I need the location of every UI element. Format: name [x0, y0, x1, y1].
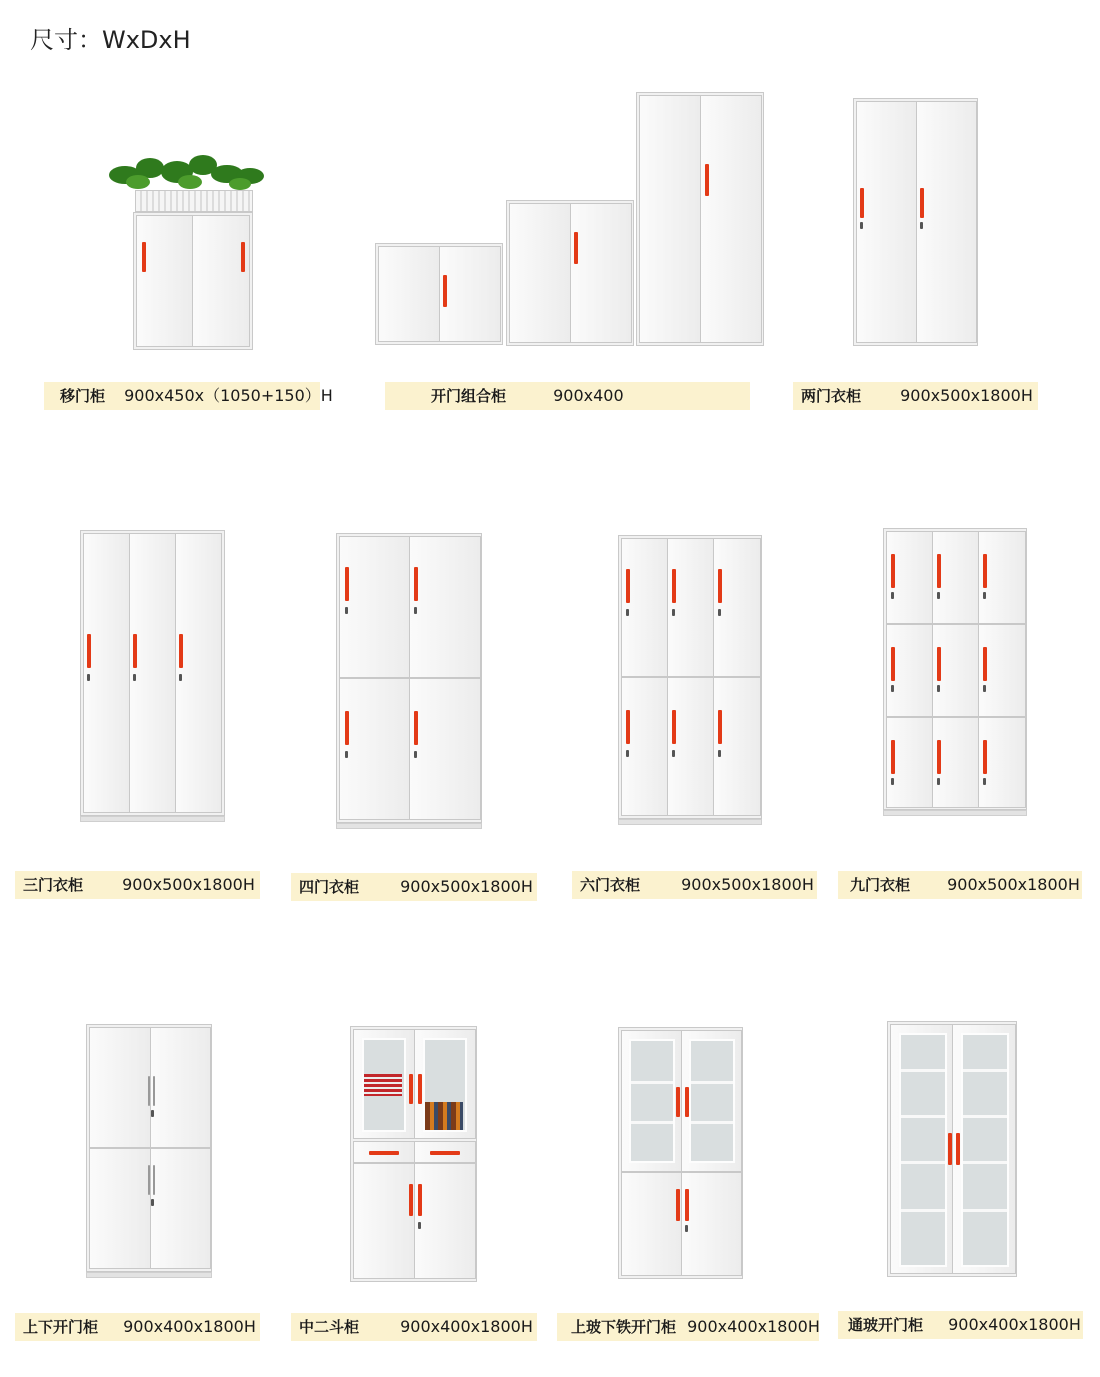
product-label [44, 382, 333, 410]
product-label [291, 1313, 537, 1341]
page-title: 尺寸：WxDxH [30, 26, 191, 54]
books-icon [425, 1102, 463, 1130]
product-name: 中二斗柜 [299, 1318, 360, 1336]
product-label [291, 873, 537, 901]
cabinet-body [86, 1024, 212, 1272]
product-label [793, 382, 1038, 410]
product-name: 上下开门柜 [23, 1318, 99, 1336]
product-dimensions: 900x400x1800H [948, 1315, 1081, 1334]
product-dimensions: 900x400x1800H [123, 1317, 256, 1336]
cabinet-body [133, 212, 253, 350]
product-label [385, 382, 750, 410]
product-label [838, 871, 1082, 899]
product-label [572, 871, 817, 899]
product-dimensions: 900x400x1800H [687, 1317, 820, 1336]
product-dimensions: 900x500x1800H [947, 875, 1080, 894]
sliding-door-right [192, 215, 250, 347]
product-dimensions: 900x400x1800H [400, 1317, 533, 1336]
product-dimensions: 900x450x（1050+150）H [124, 386, 333, 405]
product-label [15, 1313, 260, 1341]
low-cabinet [375, 243, 503, 345]
cabinet-body [618, 535, 762, 819]
product-label [15, 871, 260, 899]
planter-box [135, 190, 253, 212]
product-name: 三门衣柜 [23, 876, 84, 894]
cabinet-body [887, 1021, 1017, 1277]
cabinet-body [350, 1026, 477, 1282]
product-dimensions: 900x500x1800H [900, 386, 1033, 405]
product-label [557, 1313, 819, 1341]
product-dimensions: 900x500x1800H [122, 875, 255, 894]
cabinet-body [853, 98, 978, 346]
product-name: 上玻下铁开门柜 [571, 1318, 677, 1336]
cabinet-body [80, 530, 225, 816]
mid-cabinet [506, 200, 634, 346]
product-name: 移门柜 [60, 387, 106, 405]
sliding-door-left [136, 215, 194, 347]
cabinet-body [618, 1027, 743, 1279]
product-name: 六门衣柜 [580, 876, 641, 894]
cabinet-body [883, 528, 1027, 810]
product-name: 开门组合柜 [431, 387, 507, 405]
product-name: 四门衣柜 [299, 878, 360, 896]
product-dimensions: 900x500x1800H [681, 875, 814, 894]
books-icon [364, 1074, 402, 1096]
product-name: 两门衣柜 [801, 387, 862, 405]
plant-decoration [105, 150, 270, 195]
product-name: 九门衣柜 [850, 876, 911, 894]
cabinet-body [336, 533, 482, 823]
product-dimensions: 900x400 [553, 386, 624, 405]
product-name: 通玻开门柜 [848, 1316, 924, 1334]
product-dimensions: 900x500x1800H [400, 877, 533, 896]
tall-cabinet [636, 92, 764, 346]
product-label [838, 1311, 1083, 1339]
